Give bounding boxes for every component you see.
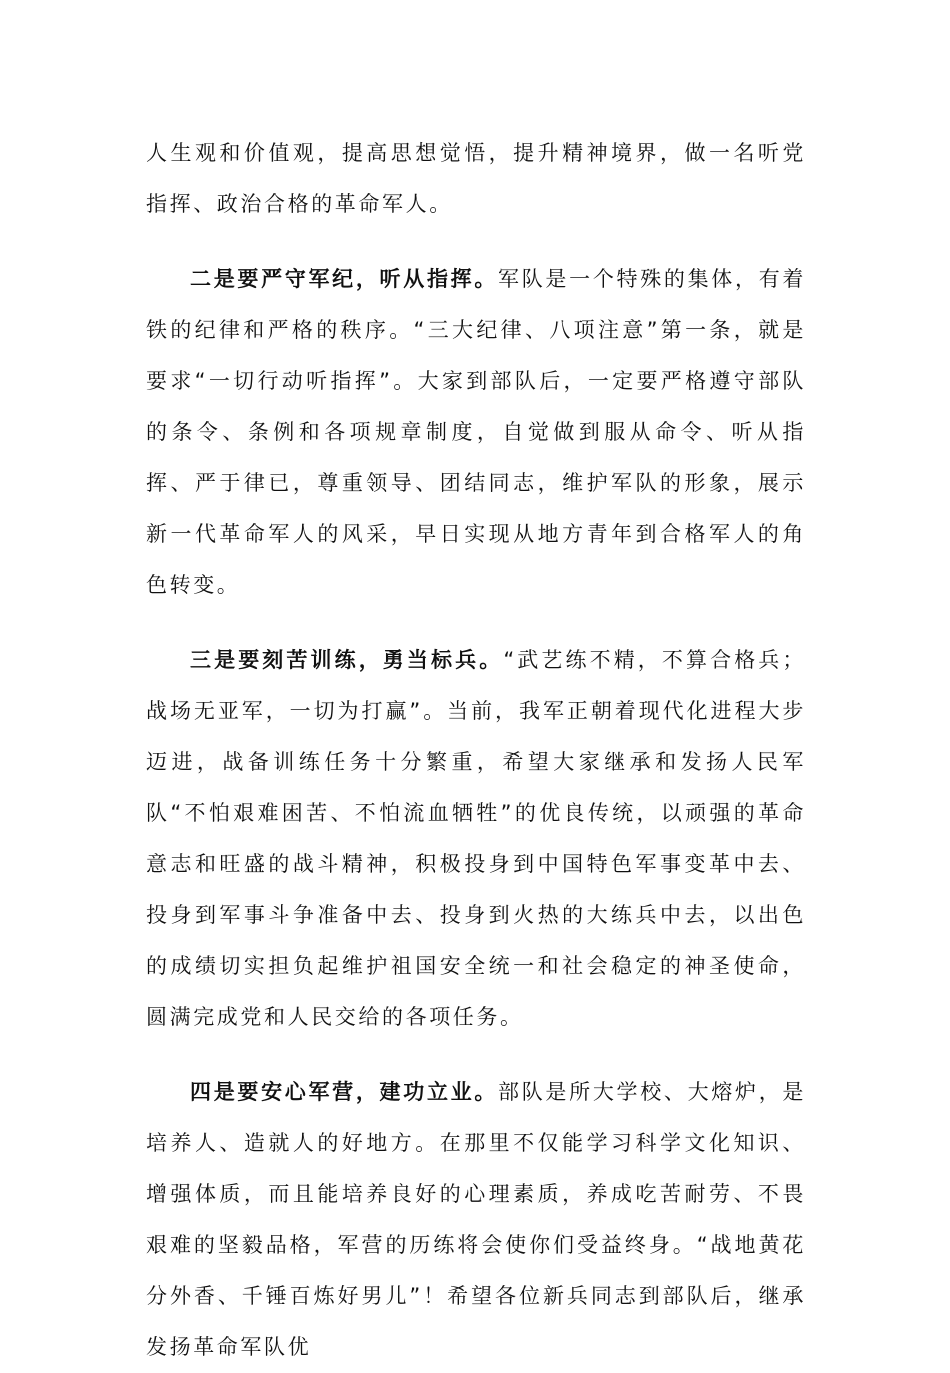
paragraph-1-text: 人生观和价值观，提高思想觉悟，提升精神境界，做一名听党指挥、政治合格的革命军人。: [146, 141, 806, 216]
paragraph-3: [146, 635, 806, 1043]
paragraph-4-text: 部队是所大学校、大熔炉，是培养人、造就人的好地方。在那里不仅能学习科学文化知识、增强体质，而且能培养良好的心理素质，养成吃苦耐劳、不畏艰难的坚毅品格，军营的历练将会使你们受益终身。“战地黄花分外香、千锤百炼好男儿”！希望各位新兵同志到部队后，继承发扬革命军队优: [146, 1080, 806, 1359]
paragraph-2-text: 军队是一个特殊的集体，有着铁的纪律和严格的秩序。“三大纪律、八项注意”第一条，就是要求“一切行动听指挥”。大家到部队后，一定要严格遵守部队的条令、条例和各项规章制度，自觉做到服从命令、听从指挥、严于律已，尊重领导、团结同志，维护军队的形象，展示新一代革命军人的风采，早日实现从地方青年到合格军人的角色转变。: [146, 267, 806, 597]
paragraph-2: [146, 254, 806, 611]
paragraph-1: [146, 128, 806, 230]
paragraph-3-text: “武艺练不精，不算合格兵；战场无亚军，一切为打赢”。当前，我军正朝着现代化进程大步迈进，战备训练任务十分繁重，希望大家继承和发扬人民军队“不怕艰难困苦、不怕流血牺牲”的优良传统，以顽强的革命意志和旺盛的战斗精神，积极投身到中国特色军事变革中去、投身到军事斗争准备中去、投身到火热的大练兵中去，以出色的成绩切实担负起维护祖国安全统一和社会稳定的神圣使命，圆满完成党和人民交给的各项任务。: [146, 648, 806, 1029]
paragraph-2-lead: 二是要严守军纪，听从指挥。: [190, 267, 499, 291]
paragraph-3-lead: 三是要刻苦训练，勇当标兵。: [190, 648, 504, 672]
paragraph-4: [146, 1067, 806, 1373]
paragraph-4-lead: 四是要安心军营，建功立业。: [190, 1080, 499, 1104]
document-body: [146, 128, 806, 1373]
